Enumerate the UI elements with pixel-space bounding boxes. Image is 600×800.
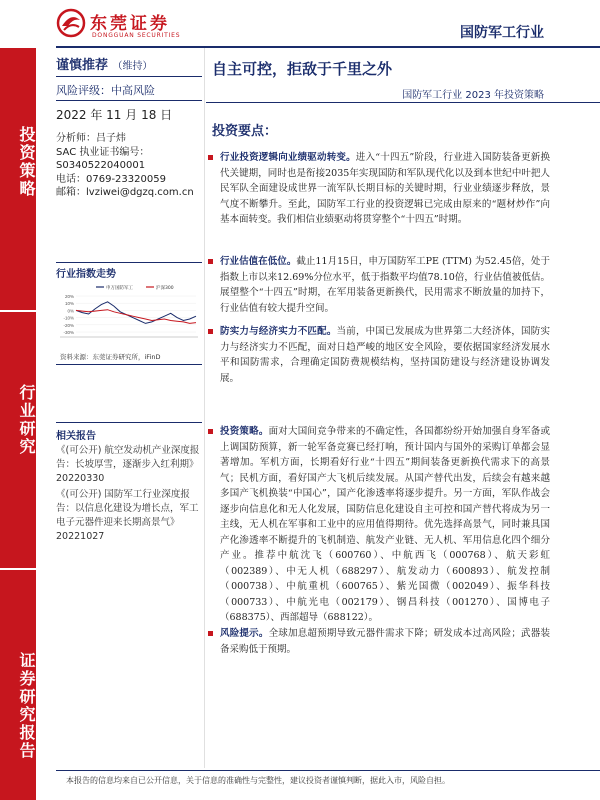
related-report-link[interactable]: 《(可公开) 国防军工行业深度报告：以信息化建设为增长点，军工电子元器件迎来长期高景气》20221027 [56,489,199,542]
divider [56,262,202,263]
key-point [220,254,550,316]
key-point-body: 进入“十四五”阶段，行业进入国防装备更新换代关键期，同时也是衔接2035年实现国防和军队现代化以及到本世纪中叶把人民军队全面建设成世界一流军队长期目标的关键时期，行业业绩逐步释放，景气度不断攀升。至此，国防军工行业的投资逻辑已完成由原来的“题材炒作”向基本面转变。我们相信业绩驱动将贯穿整个“十四五”时期。 [220,152,550,225]
key-point [220,324,550,386]
key-point-body: 面对大国间竞争带来的不确定性，各国都纷纷开始加强自身军备或上调国防预算，新一轮军备竞赛已经打响，预计国内与国外的采购订单都会显著增加。军机方面，长期看好行业“十四五”期间装备更新换代需求下的高景气；民机方面，看好国产大飞机后续发展。从国产替代出发，后续会有越来越多国产飞机换装“中国心”，国产化渗透率将逐步提升。另一方面，军队作战会逐步向信息化和无人化发展，国防信息化建设自主可控和国产替代将成为另一主线，无人机在军事和工业中的应用值得期待。优先选择高景气，同时兼具国产化渗透率不断提升的飞机制造、航发产业链、无人机、军用信息化四个细分产业。推荐中航沈飞（600760）、中航西飞（000768）、航天彩虹（002389）、中无人机（688297）、航发动力（600893）、航发控制（000738）、中航重机（600765）、紫光国微（002049）、振华科技（000733）、中航光电（002179）、钢昌科技（001270）、国博电子（688375）、西部超导（688122）。 [220,426,550,623]
report-date: 2022 年 11 月 18 日 [56,108,173,122]
side-separator [0,310,36,312]
related-reports [56,444,204,546]
chart-y-tick: 10% [64,301,74,307]
column-divider [204,48,205,768]
footer-disclaimer: 本报告的信息均来自已公开信息，关于信息的准确性与完整性，建议投资者谨慎判断，据此入市，风险自担。 [66,776,450,785]
analyst-info [56,132,206,200]
key-point-head: 投资策略。 [220,426,269,437]
rating-value: 谨慎推荐 [56,58,109,73]
chart-legend-label: 申万国防军工 [106,286,133,291]
analyst-name: 分析师：吕子炜 [56,133,126,144]
key-point-body: 当前，中国已发展成为世界第二大经济体，国防实力与经济实力不匹配，面对日趋严峻的地区安全风险，要依据国家经济发展水平和国防需求，合理确定国防费规模结构，坚持国防建设与经济建设协调发展。 [220,326,550,384]
analyst-email[interactable]: 邮箱：lvziwei@dgzq.com.cn [56,187,194,198]
chart-y-tick: 0% [67,308,74,314]
key-point-body: 截止11月15日，申万国防军工PE (TTM) 为52.45倍，处于指数上市以来12.69%分位水平，低于指数平均值78.10倍，行业估值被低估。展望整个“十四五”时期，在军用装备更新换代，民用需求不断放量的加持下，行业估值有较大提升空间。 [220,256,550,314]
chart-y-tick: 20% [64,294,74,299]
related-report-link[interactable]: 《(可公开) 航空发动机产业深度报告：长坡厚雪，逐渐步入红利期》20220330 [56,445,200,484]
footer-rule [56,770,600,771]
key-point [220,626,550,657]
divider [56,76,202,77]
rating [56,54,153,73]
analyst-cert-number: S0340522040001 [56,160,146,171]
header-rule [56,46,600,48]
company-logo [56,8,216,44]
logo-mark-icon [56,8,86,38]
side-label-strategy: 投资策略 [17,126,36,198]
logo-chinese-name: 东莞证券 [90,14,170,34]
related-reports-title: 相关报告 [56,431,96,442]
side-separator [0,568,36,570]
bullet-icon [208,429,213,434]
analyst-phone: 电话：0769-23320059 [56,173,166,185]
chart-source: 资料来源：东莞证券研究所，iFinD [60,353,161,361]
key-point-head: 防实力与经济实力不匹配。 [220,326,337,337]
chart-x-axis [56,336,202,350]
divider [56,364,202,365]
key-point-head: 风险提示。 [220,628,269,639]
bullet-icon [208,155,213,160]
bullet-icon [208,329,213,334]
key-point-head: 行业估值在低位。 [220,256,297,267]
divider [56,100,202,101]
page-title: 自主可控，拒敌于千里之外 [212,60,393,78]
key-point-head: 行业投资逻辑向业绩驱动转变。 [220,152,356,163]
page-subtitle: 国防军工行业 2023 年投资策略 [402,90,544,101]
industry-title: 国防军工行业 [460,25,544,41]
analyst-cert-label: SAC 执业证书编号： [56,146,150,158]
side-band [0,48,36,800]
title-rule [206,102,600,103]
logo-english-name: DONGGUAN SECURITIES [92,32,181,39]
rating-note: （维持） [112,61,153,72]
chart-y-tick: -30% [63,330,74,335]
bullet-icon [208,631,213,636]
page-header [0,0,600,48]
key-point-body: 全球加息超预期导致元器件需求下降；研发成本过高风险；武器装备采购低于预期。 [220,628,550,655]
side-label-industry-research: 行业研究 [17,384,36,456]
side-label-securities-report: 证券研究报告 [17,652,36,760]
chart-y-tick: -10% [63,315,74,321]
bullet-icon [208,259,213,264]
chart-y-tick: -20% [63,322,74,328]
key-point [220,424,550,626]
risk-rating: 风险评级：中高风险 [56,84,155,97]
chart-title: 行业指数走势 [56,269,116,280]
key-point [220,150,550,228]
chart-legend-label: 沪深300 [156,286,174,291]
index-trend-chart [56,282,202,338]
section-heading: 投资要点： [212,124,278,139]
divider [56,422,202,423]
